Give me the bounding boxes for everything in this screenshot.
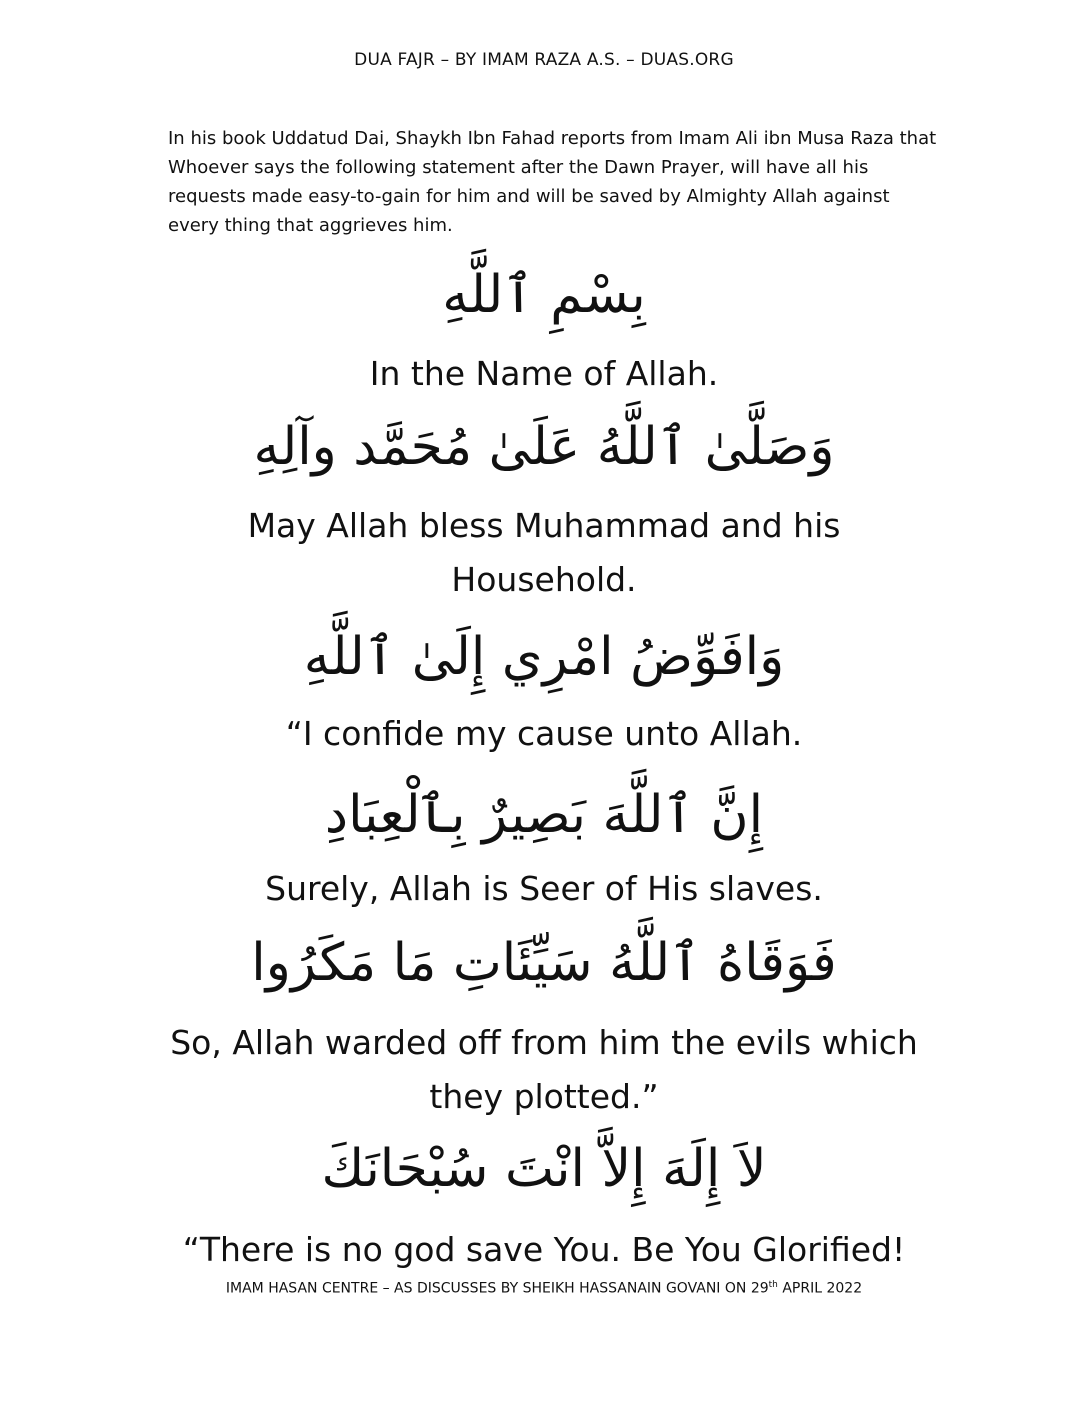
translation-5: So, Allah warded off from him the evils which they plotted.” bbox=[170, 1023, 918, 1116]
arabic-verse-6: لاَ إِلَهَ إِلاَّ انْتَ سُبْحَانَكَ bbox=[321, 1139, 767, 1199]
footer-text: IMAM HASAN CENTRE – AS DISCUSSES BY SHEIKH HASSANAIN GOVANI ON 29 bbox=[225, 1280, 769, 1297]
footer-ordinal-suffix: th bbox=[768, 1280, 778, 1290]
page-footer bbox=[0, 1280, 1088, 1297]
footer-date-rest: APRIL 2022 bbox=[777, 1280, 863, 1297]
translation-6: “There is no god save You. Be You Glorified! bbox=[182, 1230, 906, 1269]
translation-3: “I confide my cause unto Allah. bbox=[285, 714, 803, 753]
arabic-verse-2: وَصَلَّىٰ ٱللَّهُ عَلَىٰ مُحَمَّد وآلِهِ bbox=[253, 417, 835, 477]
intro-paragraph: In his book Uddatud Dai, Shaykh Ibn Fahad reports from Imam Ali ibn Musa Raza that Whoever says the following statement after the Dawn Prayer, will have all his requests made easy-to-gain for him and will be saved by Almighty Allah against every thing that aggrieves him. bbox=[168, 128, 937, 236]
arabic-verse-3: وَافَوِّضُ امْرِي إِلَىٰ ٱللَّهِ bbox=[303, 627, 785, 687]
page-header: DUA FAJR – BY IMAM RAZA A.S. – DUAS.ORG bbox=[354, 50, 734, 70]
translation-2: May Allah bless Muhammad and his Household. bbox=[247, 506, 841, 599]
translation-4: Surely, Allah is Seer of His slaves. bbox=[265, 869, 823, 908]
translation-1: In the Name of Allah. bbox=[369, 354, 719, 393]
arabic-verse-4: إِنَّ ٱللَّهَ بَصِيرٌ بِٱلْعِبَادِ bbox=[324, 785, 764, 845]
arabic-verse-5: فَوَقَاهُ ٱللَّهُ سَيِّئَاتِ مَا مَكَرُوا bbox=[251, 933, 837, 993]
arabic-verse-1: بِسْمِ ٱللَّهِ bbox=[442, 265, 646, 325]
